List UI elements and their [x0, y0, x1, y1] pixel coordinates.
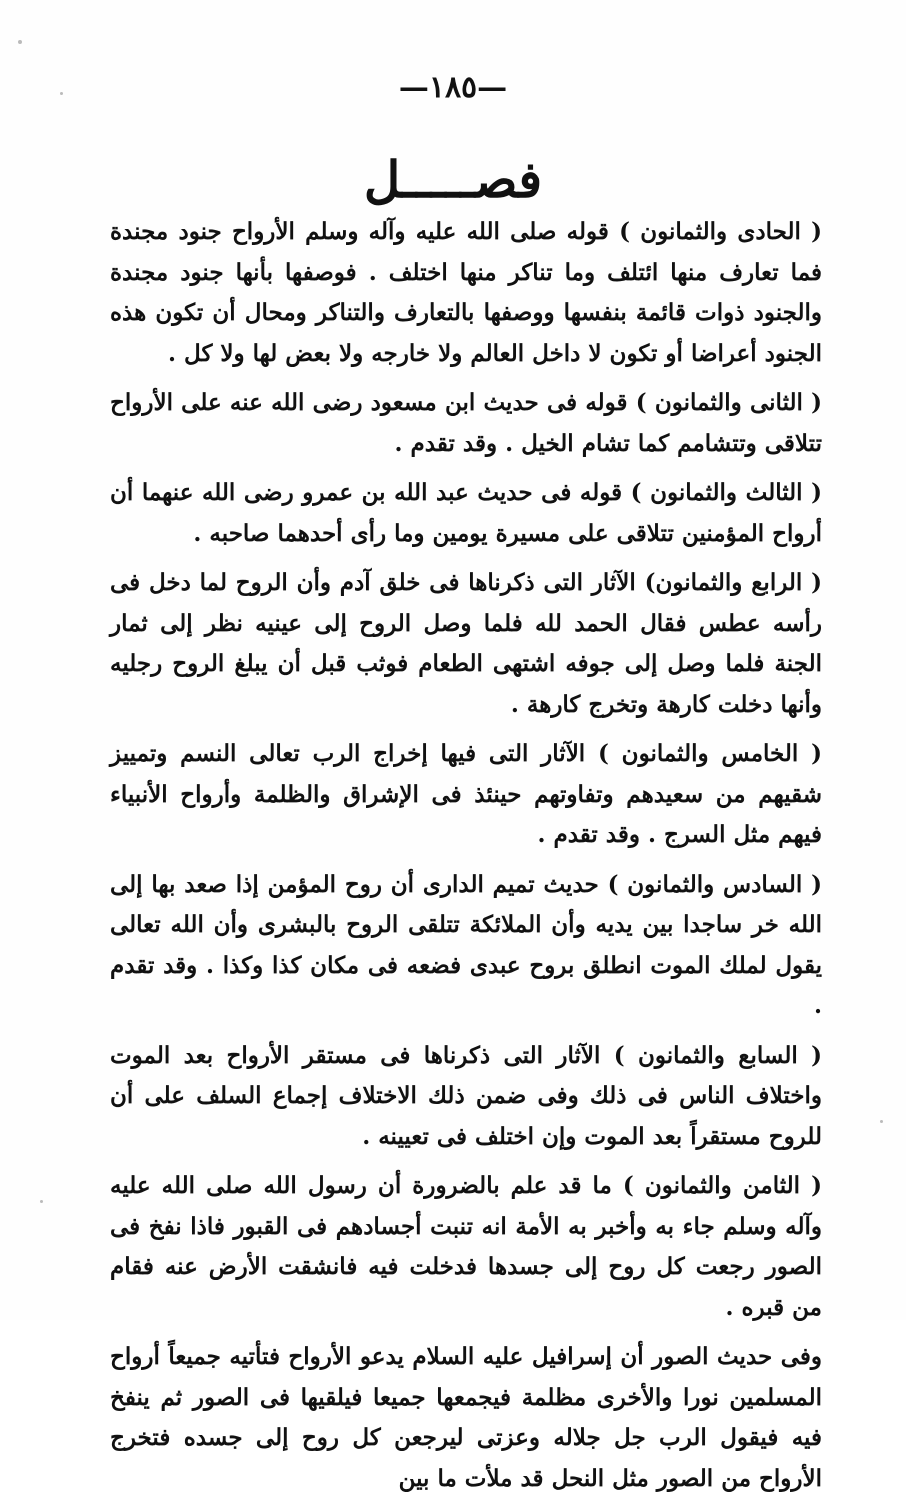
paragraph-84: ( الرابع والثمانون) الآثار التى ذكرناها فى خلق آدم وأن الروح لما دخل فى رأسه عطس فقال الحمد لله فلما وصل الروح إلى عينيه نظر إلى ثمار الجنة فلما وصل إلى جوفه اشتهى الطعام فوثب قبل أن يبلغ الروح رجليه وأنها دخلت كارهة وتخرج كارهة .: [110, 569, 822, 718]
paragraph-87: ( السابع والثمانون ) الآثار التى ذكرناها فى مستقر الأرواح بعد الموت واختلاف الناس فى ذلك وفى ضمن ذلك الاختلاف إجماع السلف على أن للروح مستقراً بعد الموت وإن اختلف فى تعيينه .: [110, 1041, 822, 1150]
print-speck: [18, 40, 22, 44]
paragraph-83: ( الثالث والثمانون ) قوله فى حديث عبد الله بن عمرو رضى الله عنهما أن أرواح المؤمنين تتلاقى على مسيرة يومين وما رأى أحدهما صاحبه .: [110, 479, 822, 547]
paragraph-88: ( الثامن والثمانون ) ما قد علم بالضرورة أن رسول الله صلى الله عليه وآله وسلم جاء به وأخبر به الأمة انه تنبت أجسادهم فى القبور فاذا نفخ فى الصور رجعت كل روح إلى جسدها فدخلت فيه فانشقت الأرض عنه فقام من قبره .: [110, 1172, 822, 1321]
page-number: —١٨٥—: [398, 70, 508, 105]
print-speck: [40, 1200, 43, 1203]
paragraph-82: ( الثانى والثمانون ) قوله فى حديث ابن مسعود رضى الله عنه على الأرواح تتلاقى وتتشامم كما تشام الخيل . وقد تقدم .: [110, 389, 822, 457]
paragraph-trumpet-hadith: وفى حديث الصور أن إسرافيل عليه السلام يدعو الأرواح فتأتيه جميعاً أرواح المسلمين نورا والأخرى مظلمة فيجمعها جميعا فيلقيها فى الصور ثم ينفخ فيه فيقول الرب جل جلاله وعزتى ليرجعن كل روح إلى جسده فتخرج الأرواح من الصور مثل النحل قد ملأت ما بين: [110, 1343, 822, 1492]
body-text: [110, 212, 822, 1508]
paragraph-85: ( الخامس والثمانون ) الآثار التى فيها إخراج الرب تعالى النسم وتمييز شقيهم من سعيدهم وتفاوتهم حينئذ فى الإشراق والظلمة وأرواح الأنبياء فيهم مثل السرج . وقد تقدم .: [110, 740, 822, 848]
section-heading: فصـــــل: [363, 150, 543, 209]
paragraph-81: ( الحادى والثمانون ) قوله صلى الله عليه وآله وسلم الأرواح جنود مجندة فما تعارف منها ائتلف وما تناكر منها اختلف . فوصفها بأنها جنود مجندة والجنود ذوات قائمة بنفسها ووصفها بالتعارف والتناكر ومحال أن تكون هذه الجنود أعراضا أو تكون لا داخل العالم ولا خارجه ولا بعض لها ولا كل .: [110, 218, 822, 367]
paragraph-86: ( السادس والثمانون ) حديث تميم الدارى أن روح المؤمن إذا صعد بها إلى الله خر ساجدا بين يديه وأن الملائكة تتلقى الروح بالبشرى وأن الله تعالى يقول لملك الموت انطلق بروح عبدى فضعه فى مكان كذا وكذا . وقد تقدم .: [110, 870, 822, 1019]
print-speck: [880, 1120, 883, 1123]
